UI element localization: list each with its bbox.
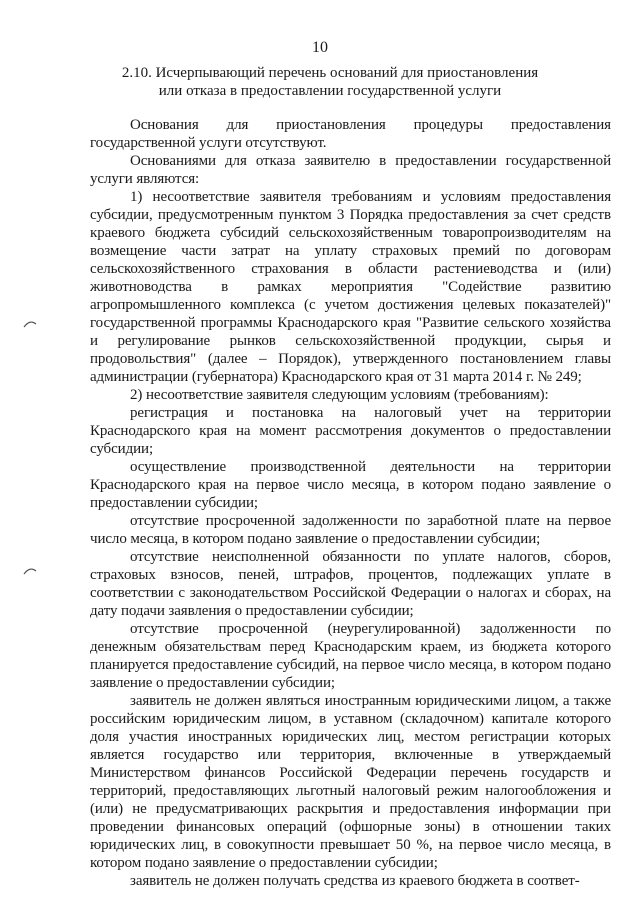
paragraph-registration: регистрация и постановка на налоговый учет на территории Краснодарского края на момент рассмотрения документов о предоставлении субсидии; xyxy=(90,405,611,457)
paragraph-refusal-grounds-intro: Основаниями для отказа заявителю в предоставлении государственной услуги являются: xyxy=(90,153,611,187)
paragraph-wage-arrears: отсутствие просроченной задолженности по заработной плате на первое число месяца, в котором подано заявление о предоставлении субсидии; xyxy=(90,513,611,547)
document-body xyxy=(90,116,611,890)
paragraph-production-activity: осуществление производственной деятельности на территории Краснодарского края на первое число месяца, в котором подано заявление о предоставлении субсидии; xyxy=(90,459,611,511)
paragraph-item-1: 1) несоответствие заявителя требованиям и условиям предоставления субсидии, предусмотренным пунктом 3 Порядка предоставления за счет средств краевого бюджета субсидий сельскохозяйственным товаропроизводителям на возмещение части затрат на уплату страховых премий по договорам сельскохозяйственного страхования в области растениеводства и (или) животноводства в рамках мероприятия "Содействие развитию агропромышленного комплекса (с учетом достижения целевых показателей)" государственной программы Краснодарского края "Развитие сельского хозяйства и регулирование рынков сельскохозяйственной продукции, сырья и продовольствия" (далее – Порядок), утвержденного постановлением главы администрации (губернатора) Краснодарского края от 31 марта 2014 г. № 249; xyxy=(90,189,611,385)
paragraph-foreign-entity: заявитель не должен являться иностранным юридическими лицом, а также российским юридическим лицом, в уставном (складочном) капитале которого доля участия иностранных юридических лиц, местом регистрации которых является государство или территория, включенные в утверждаемый Министерством финансов Российской Федерации перечень государств и территорий, предоставляющих льготный налоговый режим налогообложения и (или) не предусматривающих раскрытия и предоставления информации при проведении финансовых операций (офшорные зоны) в отношении таких юридических лиц, в совокупности превышает 50 %, на первое число месяца, в котором подано заявление о предоставлении субсидии; xyxy=(90,693,611,871)
margin-arc-mark xyxy=(22,318,38,328)
paragraph-regional-budget: заявитель не должен получать средства из краевого бюджета в соответ- xyxy=(130,873,580,889)
paragraph-tax-obligations: отсутствие неисполненной обязанности по уплате налогов, сборов, страховых взносов, пеней, штрафов, процентов, подлежащих уплате в соответствии с законодательством Российской Федерации о налогах и сборах, на дату подачи заявления о предоставлении субсидии; xyxy=(90,549,611,619)
margin-arc-mark xyxy=(22,565,38,575)
section-heading-line-1: 2.10. Исчерпывающий перечень оснований для приостановления xyxy=(121,65,539,81)
section-heading-line-2: или отказа в предоставлении государственной услуги xyxy=(158,83,502,99)
paragraph-monetary-obligations: отсутствие просроченной (неурегулированной) задолженности по денежным обязательствам перед Краснодарским краем, из бюджета которого планируется предоставление субсидий, на первое число месяца, в котором подано заявление о предоставлении субсидии; xyxy=(90,621,611,691)
section-heading xyxy=(90,64,570,100)
page-number: 10 xyxy=(312,39,328,56)
paragraph-suspension-grounds: Основания для приостановления процедуры предоставления государственной услуги отсутствуют. xyxy=(90,117,611,151)
paragraph-item-2: 2) несоответствие заявителя следующим условиям (требованиям): xyxy=(130,387,549,403)
